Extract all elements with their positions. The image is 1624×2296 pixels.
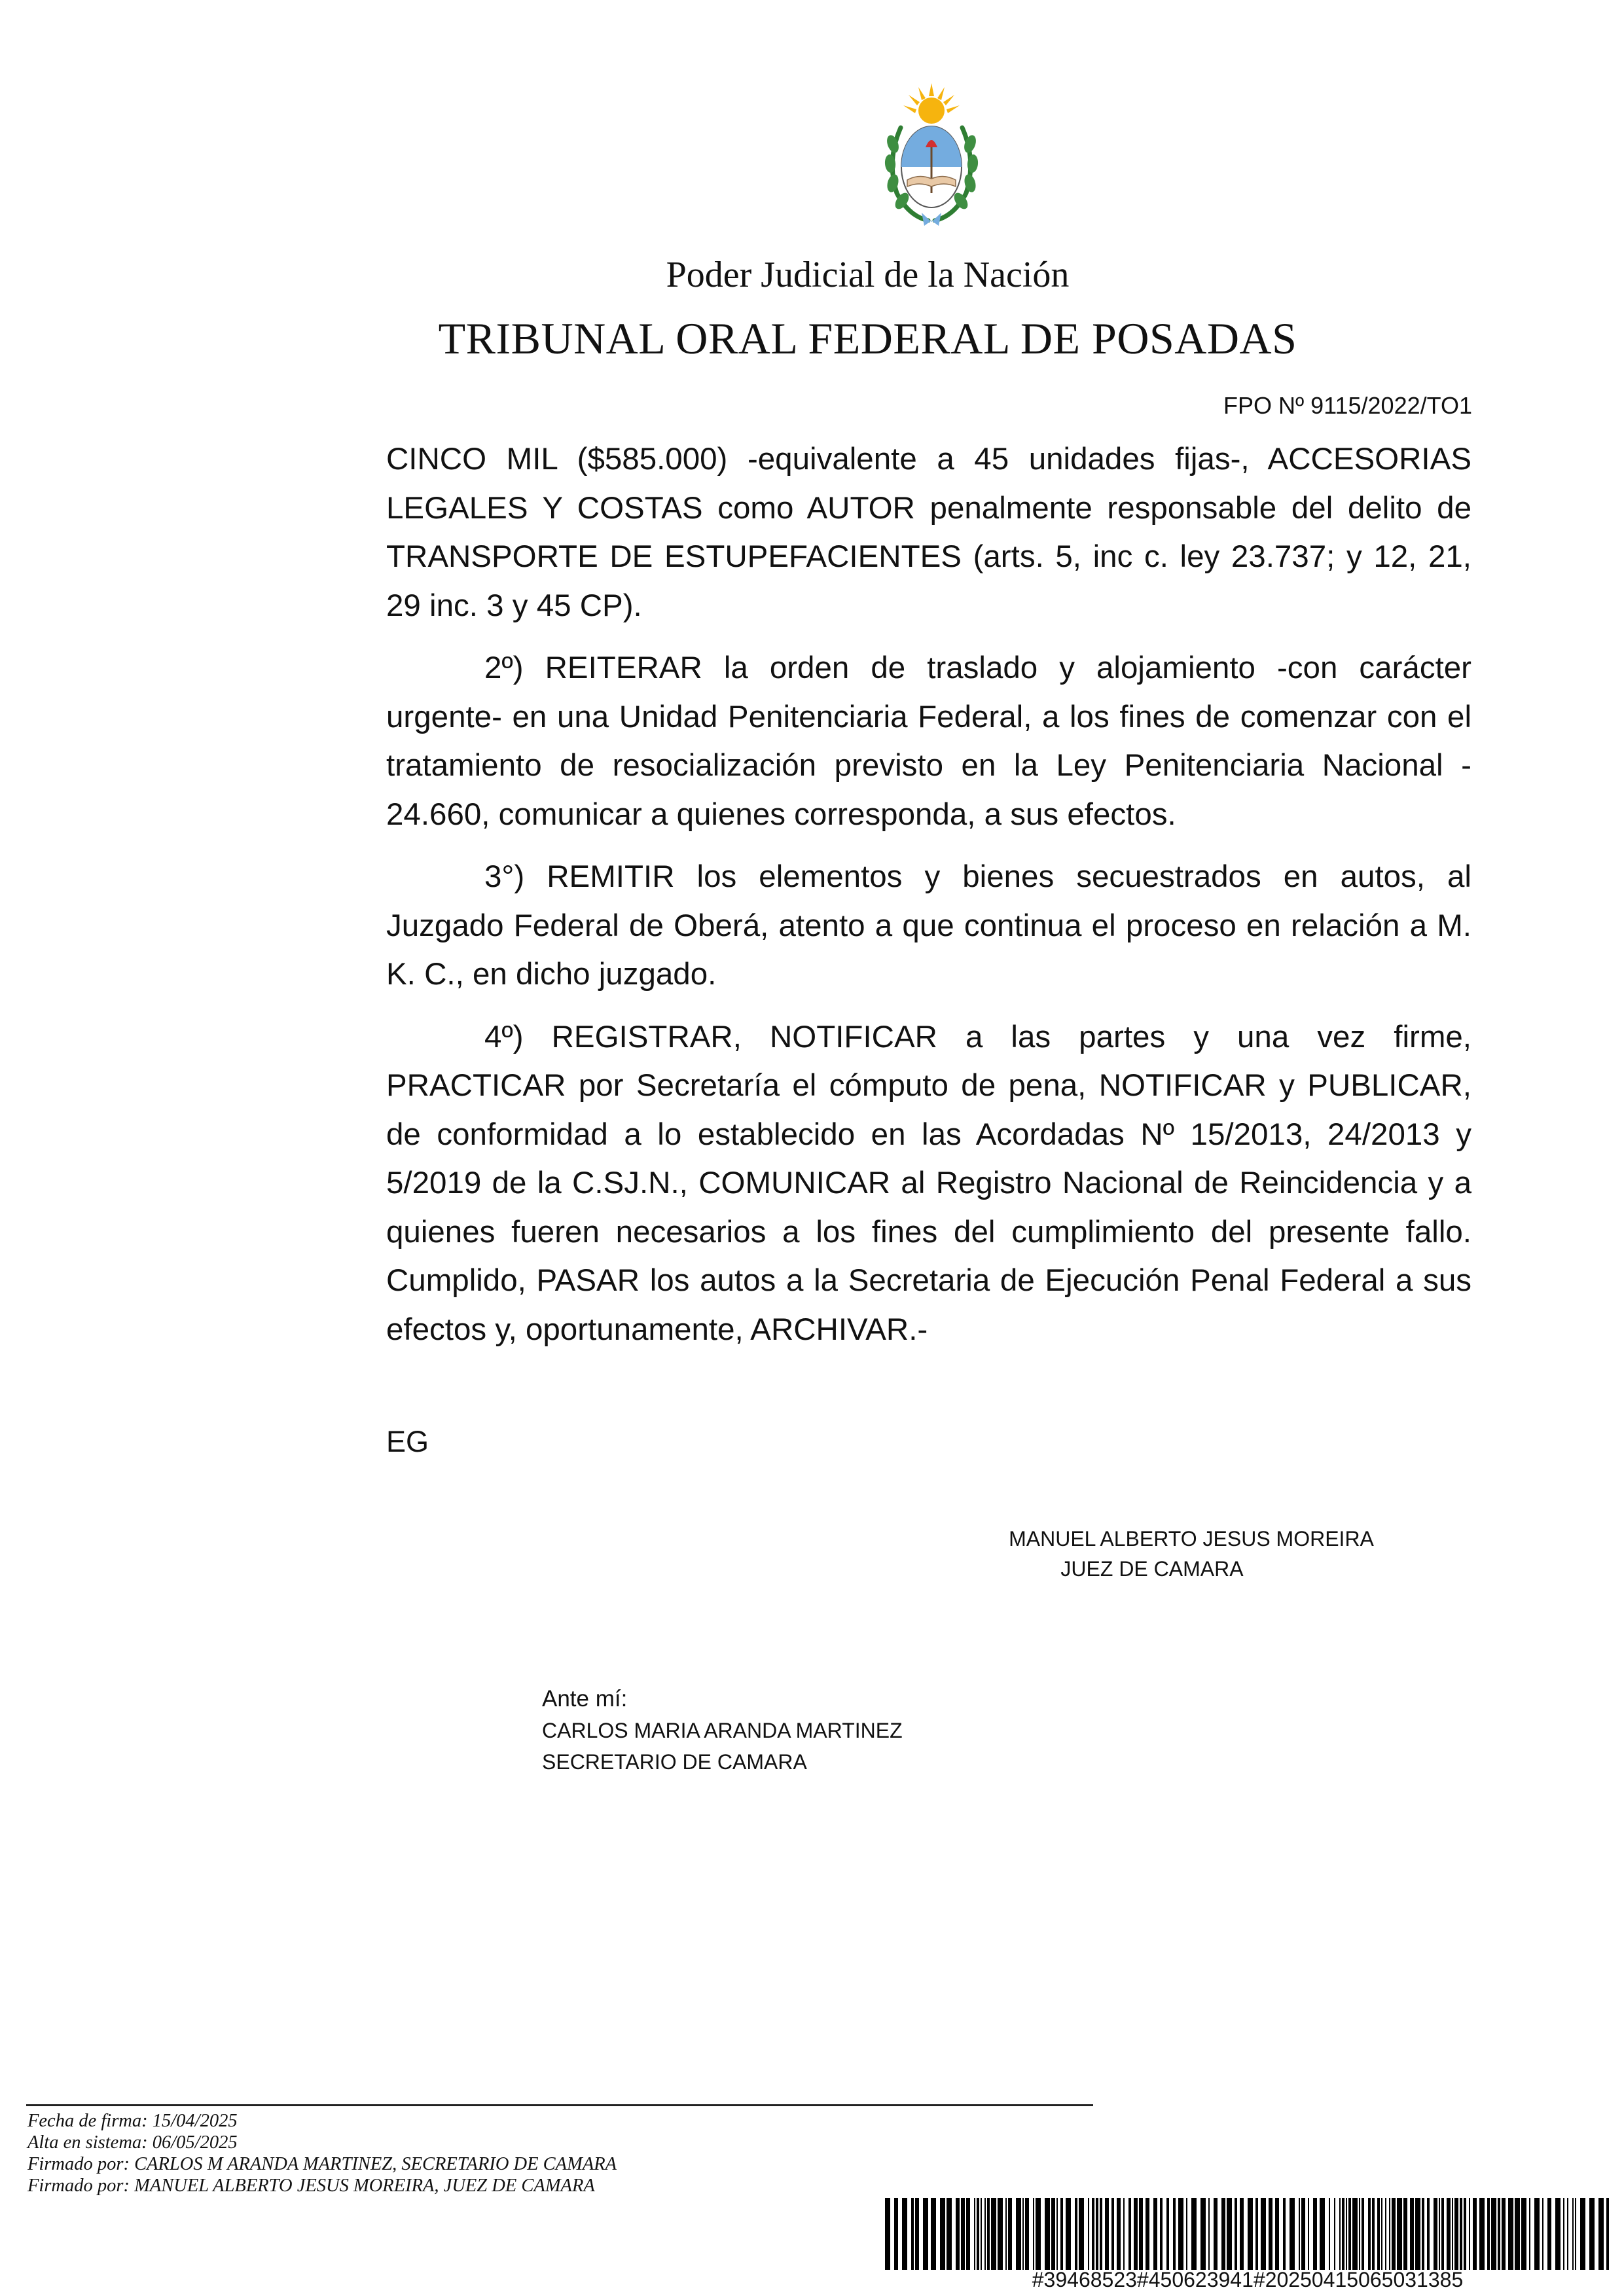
barcode-bar bbox=[1178, 2198, 1183, 2270]
barcode-bar bbox=[1439, 2198, 1440, 2270]
barcode-bar bbox=[1460, 2198, 1462, 2270]
barcode-bar bbox=[1521, 2198, 1526, 2270]
barcode-bar bbox=[1008, 2198, 1012, 2270]
ante-mi-label: Ante mí: bbox=[542, 1686, 628, 1712]
barcode-bar bbox=[1275, 2198, 1279, 2270]
barcode-bar bbox=[1427, 2198, 1430, 2270]
paragraph-sentence-continuation: CINCO MIL ($585.000) -equivalente a 45 unidades fijas-, ACCESORIAS LEGALES Y COSTAS como AUTOR penalmente responsable del delito de TRANSPORTE DE ESTUPEFACIENTES (arts. 5, inc c. ley 23.737; y 12, 21, 29 inc. 3 y 45 CP). bbox=[386, 442, 1471, 623]
barcode-bar bbox=[1575, 2198, 1576, 2270]
barcode-bar bbox=[1146, 2198, 1149, 2270]
barcode-bar bbox=[923, 2198, 928, 2270]
barcode-bar bbox=[915, 2198, 919, 2270]
barcode-bar bbox=[1128, 2198, 1131, 2270]
author-initials: EG bbox=[386, 1425, 429, 1458]
barcode-bar bbox=[1208, 2198, 1210, 2270]
barcode-bar bbox=[1045, 2198, 1050, 2270]
barcode-bar bbox=[902, 2198, 907, 2270]
barcode-bar bbox=[1096, 2198, 1098, 2270]
barcode-bar bbox=[1368, 2198, 1371, 2270]
barcode-bar bbox=[1422, 2198, 1424, 2270]
barcode-bar bbox=[1547, 2198, 1551, 2270]
paragraph-point-4: 4º) REGISTRAR, NOTIFICAR a las partes y una vez firme, PRACTICAR por Secretaría el cómputo de pena, NOTIFICAR y PUBLICAR, de conformidad a lo establecido en las Acordadas Nº 15/2013, 24/2013 y 5/2019 de la C.SJ.N., COMUNICAR al Registro Nacional de Reincidencia y a quienes fueren necesarios a los fines del cumplimiento del presente fallo. Cumplido, PASAR los autos a la Secretaria de Ejecución Penal Federal a sus efectos y, oportunamente, ARCHIVAR.- bbox=[386, 1019, 1471, 1347]
barcode-bar bbox=[1334, 2198, 1335, 2270]
barcode-bar bbox=[1025, 2198, 1029, 2270]
barcode-bar bbox=[1397, 2198, 1402, 2270]
barcode-bar bbox=[977, 2198, 979, 2270]
barcode-icon bbox=[885, 2198, 1610, 2270]
judge-signature-block bbox=[943, 1524, 1440, 1584]
barcode-bar bbox=[1529, 2198, 1530, 2270]
barcode-bar bbox=[956, 2198, 960, 2270]
judge-title: JUEZ DE CAMARA bbox=[1060, 1557, 1244, 1581]
barcode-bar bbox=[1487, 2198, 1490, 2270]
barcode-bar bbox=[1385, 2198, 1386, 2270]
barcode-bar bbox=[885, 2198, 890, 2270]
barcode-bar bbox=[1403, 2198, 1407, 2270]
barcode-bar bbox=[966, 2198, 970, 2270]
signature-metadata bbox=[27, 2110, 617, 2197]
barcode-bar bbox=[1392, 2198, 1396, 2270]
barcode-bar bbox=[1346, 2198, 1347, 2270]
barcode-bar bbox=[1022, 2198, 1024, 2270]
barcode-bar bbox=[1567, 2198, 1568, 2270]
barcode-bar bbox=[1060, 2198, 1063, 2270]
barcode-bar bbox=[1359, 2198, 1360, 2270]
barcode-bar bbox=[1299, 2198, 1300, 2270]
barcode-bar bbox=[1221, 2198, 1225, 2270]
barcode-bar bbox=[940, 2198, 945, 2270]
barcode-bar bbox=[1362, 2198, 1364, 2270]
barcode-bar bbox=[1447, 2198, 1451, 2270]
barcode-bar bbox=[1515, 2198, 1520, 2270]
barcode-bar bbox=[1173, 2198, 1176, 2270]
barcode-bar bbox=[1381, 2198, 1382, 2270]
barcode-bar bbox=[1434, 2198, 1437, 2270]
barcode-bar bbox=[1005, 2198, 1007, 2270]
barcode-bar bbox=[1033, 2198, 1034, 2270]
barcode-bar bbox=[1342, 2198, 1344, 2270]
barcode-bar bbox=[1555, 2198, 1561, 2270]
barcode-bar bbox=[991, 2198, 996, 2270]
barcode-bar bbox=[1166, 2198, 1169, 2270]
barcode-bar bbox=[1075, 2198, 1077, 2270]
institution-title: Poder Judicial de la Nación bbox=[666, 255, 1070, 295]
barcode-bar bbox=[1606, 2198, 1609, 2270]
barcode-bar bbox=[1105, 2198, 1109, 2270]
signed-date: Fecha de firma: 15/04/2025 bbox=[27, 2111, 238, 2131]
barcode-bar bbox=[1348, 2198, 1351, 2270]
barcode-bar bbox=[1186, 2198, 1187, 2270]
barcode-bar bbox=[1464, 2198, 1466, 2270]
barcode-bar bbox=[1491, 2198, 1496, 2270]
barcode-bar bbox=[1088, 2198, 1089, 2270]
barcode-bar bbox=[1290, 2198, 1295, 2270]
barcode-bar bbox=[1139, 2198, 1143, 2270]
barcode-bar bbox=[1534, 2198, 1540, 2270]
barcode-bar bbox=[1123, 2198, 1125, 2270]
case-number: FPO Nº 9115/2022/TO1 bbox=[1223, 392, 1472, 419]
barcode-bar bbox=[998, 2198, 1003, 2270]
barcode-bar bbox=[947, 2198, 952, 2270]
barcode-bar bbox=[1452, 2198, 1453, 2270]
signed-by-secretary: Firmado por: CARLOS M ARANDA MARTINEZ, SECRETARIO DE CAMARA bbox=[27, 2154, 617, 2174]
barcode-bar bbox=[1502, 2198, 1506, 2270]
secretary-name: CARLOS MARIA ARANDA MARTINEZ bbox=[542, 1719, 903, 1742]
barcode-bar bbox=[1469, 2198, 1470, 2270]
barcode-bar bbox=[1508, 2198, 1513, 2270]
barcode-bar bbox=[1240, 2198, 1244, 2270]
barcode-bar bbox=[1269, 2198, 1272, 2270]
barcode-bar bbox=[1389, 2198, 1390, 2270]
barcode-bar bbox=[974, 2198, 975, 2270]
barcode-bar bbox=[1473, 2198, 1477, 2270]
barcode-bar bbox=[1079, 2198, 1084, 2270]
judge-name: MANUEL ALBERTO JESUS MOREIRA bbox=[1009, 1527, 1374, 1551]
barcode-bar bbox=[1200, 2198, 1206, 2270]
barcode-bar bbox=[1372, 2198, 1375, 2270]
barcode-bar bbox=[1261, 2198, 1266, 2270]
barcode-bar bbox=[1441, 2198, 1444, 2270]
barcode-bar bbox=[894, 2198, 898, 2270]
secretary-title: SECRETARIO DE CAMARA bbox=[542, 1750, 807, 1774]
barcode-bar bbox=[1235, 2198, 1237, 2270]
barcode-bar bbox=[1454, 2198, 1458, 2270]
barcode-bar bbox=[931, 2198, 936, 2270]
barcode-bar bbox=[1255, 2198, 1258, 2270]
footer-divider bbox=[26, 2104, 1093, 2106]
secretary-signature-block bbox=[542, 1683, 903, 1778]
barcode-bar bbox=[1580, 2198, 1585, 2270]
barcode-bar bbox=[911, 2198, 914, 2270]
barcode-bar bbox=[1100, 2198, 1102, 2270]
barcode-bar bbox=[1214, 2198, 1218, 2270]
barcode-bar bbox=[1542, 2198, 1543, 2270]
barcode-bar bbox=[1598, 2198, 1604, 2270]
barcode-bar bbox=[1051, 2198, 1055, 2270]
barcode-bar bbox=[1283, 2198, 1286, 2270]
barcode-bar bbox=[1036, 2198, 1041, 2270]
barcode-bar bbox=[1134, 2198, 1138, 2270]
barcode-bar bbox=[1377, 2198, 1380, 2270]
paragraph-point-3: 3°) REMITIR los elementos y bienes secuestrados en autos, al Juzgado Federal de Oberá, atento a que continua el proceso en relación a M. K. C., en dicho juzgado. bbox=[386, 859, 1471, 992]
national-emblem bbox=[882, 82, 981, 232]
barcode-bar bbox=[1313, 2198, 1317, 2270]
barcode-bar bbox=[1329, 2198, 1330, 2270]
barcode-bar bbox=[1301, 2198, 1305, 2270]
paragraph-point-2: 2º) REITERAR la orden de traslado y alojamiento -con carácter urgente- en una Unidad Penitenciaria Federal, a los fines de comenzar con el tratamiento de resocialización previsto en la Ley Penitenciaria Nacional - 24.660, comunicar a quienes corresponda, a sus efectos. bbox=[386, 651, 1471, 832]
barcode-bar bbox=[1056, 2198, 1058, 2270]
barcode-bar bbox=[1352, 2198, 1358, 2270]
barcode-bar bbox=[1227, 2198, 1232, 2270]
barcode-bar bbox=[1111, 2198, 1114, 2270]
barcode-bar bbox=[1589, 2198, 1595, 2270]
barcode-bar bbox=[1153, 2198, 1157, 2270]
barcode-bar bbox=[1191, 2198, 1197, 2270]
barcode-bar bbox=[1117, 2198, 1121, 2270]
barcode-bar bbox=[1320, 2198, 1325, 2270]
barcode-number: #39468523#450623941#20250415065031385 bbox=[1032, 2268, 1464, 2291]
barcode-bar bbox=[987, 2198, 990, 2270]
barcode-bar bbox=[961, 2198, 965, 2270]
barcode-bar bbox=[1339, 2198, 1341, 2270]
barcode-bar bbox=[1308, 2198, 1309, 2270]
barcode-bar bbox=[981, 2198, 982, 2270]
barcode-bar bbox=[984, 2198, 986, 2270]
barcode-bar bbox=[1066, 2198, 1071, 2270]
barcode-bar bbox=[1016, 2198, 1021, 2270]
barcode-bar bbox=[1160, 2198, 1163, 2270]
barcode-bar bbox=[1572, 2198, 1574, 2270]
barcode-bar bbox=[1498, 2198, 1500, 2270]
system-date: Alta en sistema: 06/05/2025 bbox=[27, 2132, 238, 2153]
barcode-bar bbox=[1563, 2198, 1564, 2270]
barcode-bar bbox=[1248, 2198, 1253, 2270]
signed-by-judge: Firmado por: MANUEL ALBERTO JESUS MOREIRA, JUEZ DE CAMARA bbox=[27, 2176, 595, 2196]
barcode-bar bbox=[1092, 2198, 1094, 2270]
barcode-bar bbox=[1415, 2198, 1420, 2270]
court-title: TRIBUNAL ORAL FEDERAL DE POSADAS bbox=[438, 314, 1297, 363]
coat-of-arms-icon bbox=[882, 82, 981, 232]
barcode-bar bbox=[1410, 2198, 1414, 2270]
resolution-body bbox=[386, 435, 1471, 1368]
barcode-bar bbox=[1479, 2198, 1485, 2270]
